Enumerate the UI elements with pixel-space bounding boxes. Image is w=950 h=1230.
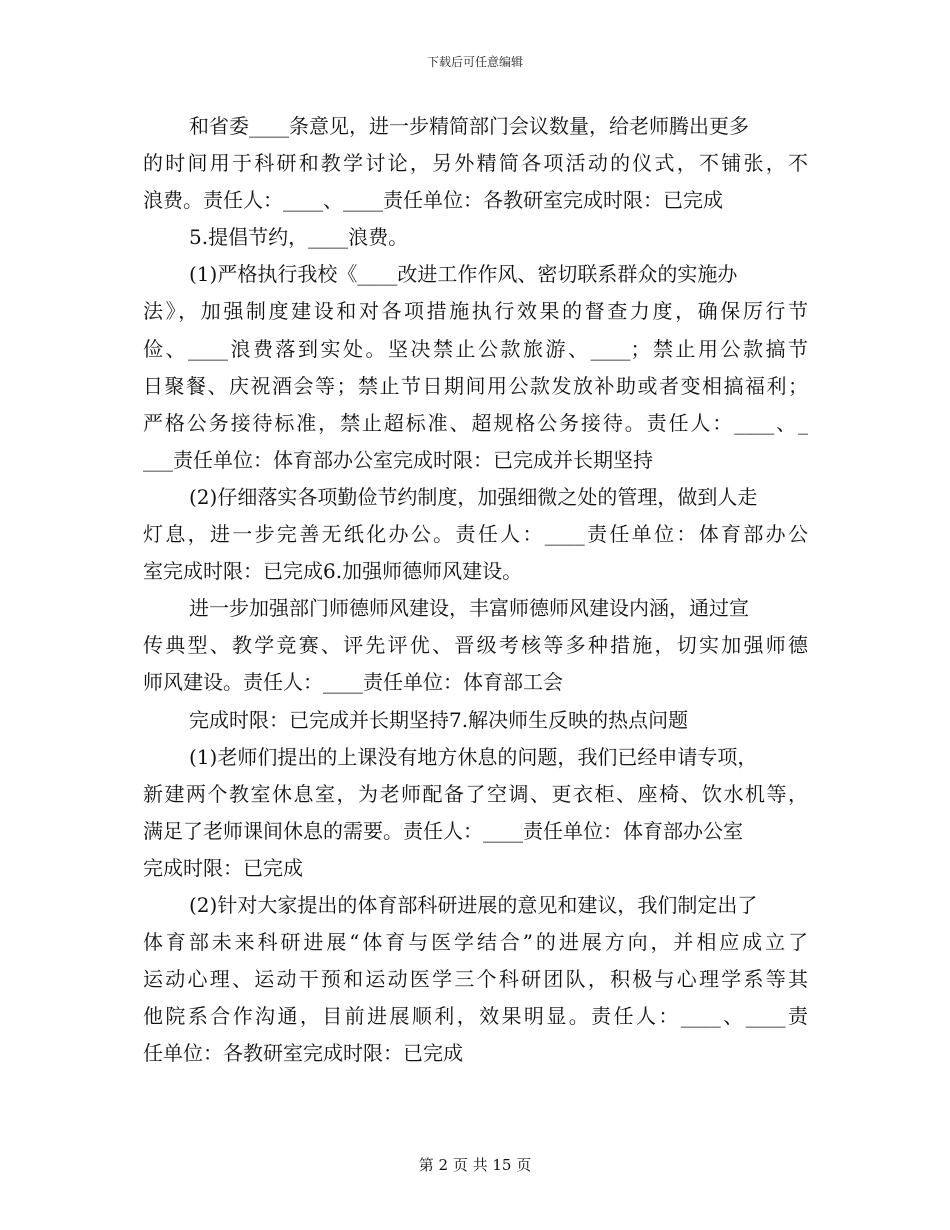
text-line: (2)针对大家提出的体育部科研进展的意见和建议，我们制定出了 bbox=[189, 892, 758, 917]
text-line: 完成时限：已完成并长期坚持7.解决师生反映的热点问题 bbox=[189, 707, 689, 732]
page-number: 第 2 页 共 15 页 bbox=[418, 1156, 532, 1174]
paragraph-meeting-streamlining bbox=[143, 108, 808, 219]
text-line: (2)仔细落实各项勤俭节约制度，加强细微之处的管理，做到人走 bbox=[189, 484, 758, 509]
text-line: (1)老师们提出的上课没有地方休息的问题，我们已经申请专项， bbox=[189, 744, 758, 769]
text-line: 和省委____条意见，进一步精简部门会议数量，给老师腾出更多 bbox=[189, 114, 749, 138]
text-line: 体育部未来科研进展“体育与医学结合”的进展方向，并相应成立了 bbox=[143, 930, 808, 955]
text-line: 师风建设。责任人：____责任单位：体育部工会 bbox=[143, 670, 563, 695]
text-line: ___责任单位：体育部办公室完成时限：已完成并长期坚持 bbox=[143, 447, 653, 472]
text-line: 新建两个教室休息室，为老师配备了空调、更衣柜、座椅、饮水机等， bbox=[143, 781, 808, 806]
text-line: 任单位：各教研室完成时限：已完成 bbox=[143, 1041, 463, 1066]
section-heading-5 bbox=[143, 219, 808, 256]
text-line: 俭、____浪费落到实处。坚决禁止公款旅游、____；禁止用公款搞节 bbox=[143, 336, 808, 361]
document-body bbox=[143, 108, 808, 1072]
paragraph-7-2 bbox=[143, 887, 808, 1072]
text-line: 进一步加强部门师德师风建设，丰富师德师风建设内涵，通过宣 bbox=[189, 596, 749, 621]
text-line: 日聚餐、庆祝酒会等；禁止节日期间用公款发放补助或者变相搞福利； bbox=[143, 373, 808, 398]
text-line: 室完成时限：已完成6.加强师德师风建设。 bbox=[143, 559, 523, 584]
paragraph-5-2 bbox=[143, 479, 808, 590]
page-header-note: 下载后可任意编辑 bbox=[426, 55, 523, 69]
text-line: 法》，加强制度建设和对各项措施执行效果的督查力度，确保厉行节 bbox=[143, 299, 808, 324]
paragraph-6-deadline bbox=[143, 702, 808, 739]
text-line: 传典型、教学竞赛、评先评优、晋级考核等多种措施，切实加强师德 bbox=[143, 633, 808, 658]
text-line: 满足了老师课间休息的需要。责任人：____责任单位：体育部办公室 bbox=[143, 818, 743, 843]
paragraph-7-1 bbox=[143, 739, 808, 887]
text-line: 运动心理、运动干预和运动医学三个科研团队，积极与心理学系等其 bbox=[143, 967, 808, 992]
paragraph-5-1 bbox=[143, 256, 808, 479]
section-heading: 5.提倡节约，____浪费。 bbox=[189, 225, 409, 250]
paragraph-6 bbox=[143, 590, 808, 701]
text-line: (1)严格执行我校《____改进工作作风、密切联系群众的实施办 bbox=[189, 262, 738, 287]
text-line: 完成时限：已完成 bbox=[143, 855, 303, 880]
text-line: 灯息，进一步完善无纸化办公。责任人：____责任单位：体育部办公 bbox=[143, 522, 808, 547]
text-line: 他院系合作沟通，目前进展顺利，效果明显。责任人：____、____责 bbox=[143, 1004, 808, 1029]
text-line: 严格公务接待标准，禁止超标准、超规格公务接待。责任人：____、_ bbox=[143, 410, 808, 435]
text-line: 的时间用于科研和教学讨论，另外精简各项活动的仪式，不铺张，不 bbox=[143, 151, 808, 176]
text-line: 浪费。责任人：____、____责任单位：各教研室完成时限：已完成 bbox=[143, 188, 723, 213]
